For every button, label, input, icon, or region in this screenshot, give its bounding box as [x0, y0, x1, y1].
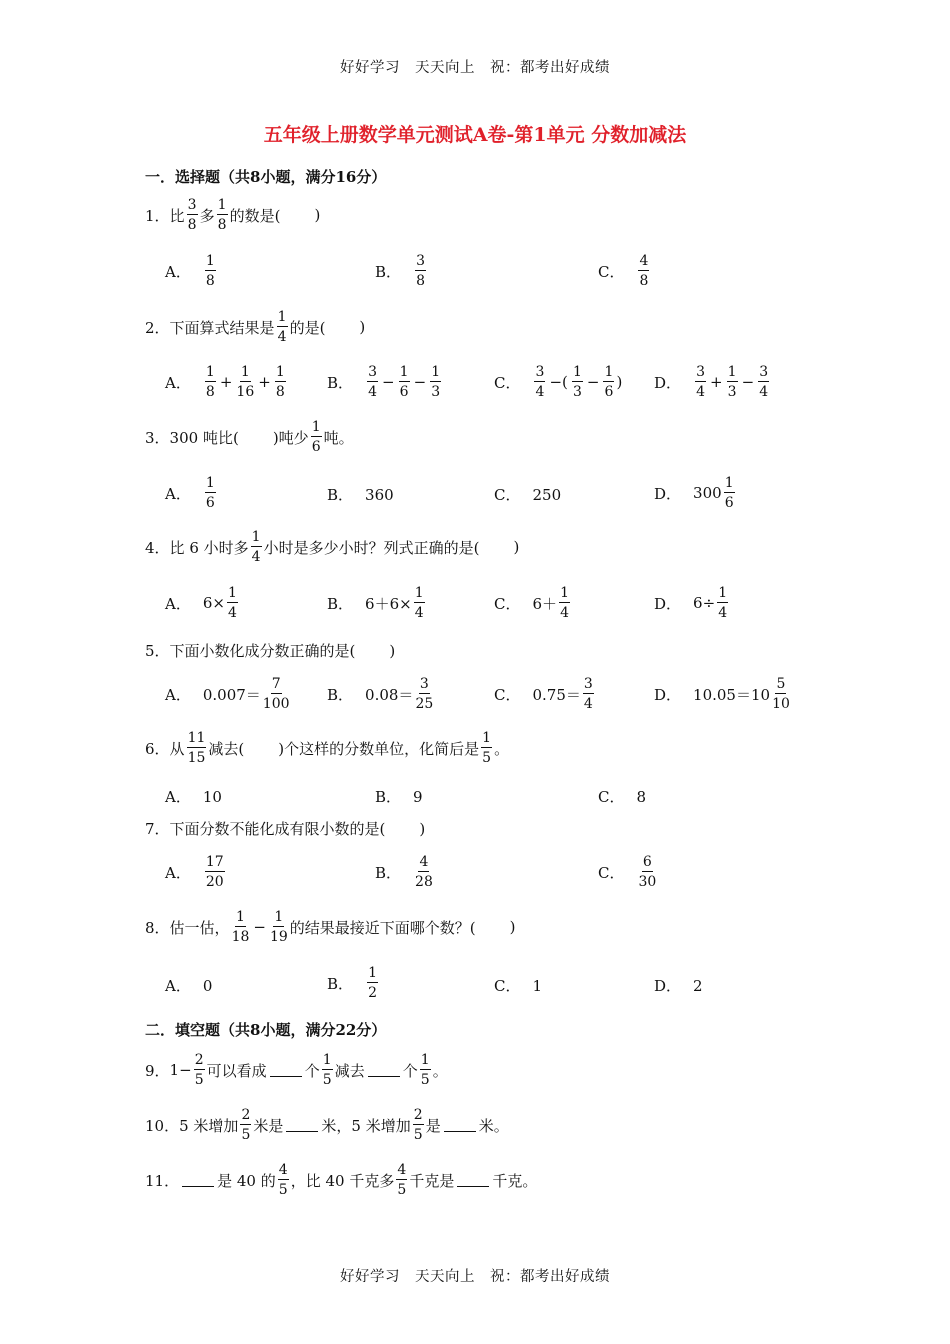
text-segment: D． — [654, 373, 682, 392]
text-segment: 1 — [532, 976, 543, 995]
text-segment: A． — [165, 594, 191, 613]
text-segment: 3 — [727, 384, 737, 400]
text-segment: 8 — [205, 273, 215, 289]
text-segment: A． — [165, 373, 191, 392]
text-segment: 5 — [420, 1072, 430, 1088]
fraction — [278, 1163, 289, 1197]
text-segment: 1 — [217, 197, 227, 213]
text-segment: 1 — [240, 364, 250, 380]
fraction — [270, 910, 288, 944]
answer-blank[interactable] — [182, 1174, 214, 1187]
text-segment: 1 — [420, 1052, 430, 1068]
text-segment: )吨少 — [272, 428, 309, 447]
text-segment: 9． — [145, 1061, 170, 1080]
text-segment: 1 — [399, 364, 409, 380]
question-3 — [145, 420, 354, 454]
q4-option-b — [327, 586, 427, 620]
text-segment: 7 — [271, 676, 281, 692]
text-segment: 3 — [419, 676, 429, 692]
q8-option-d — [654, 975, 703, 996]
fraction — [232, 910, 250, 944]
text-segment: 3 — [759, 364, 769, 380]
fraction — [559, 586, 570, 620]
text-segment: 6． — [145, 739, 170, 758]
text-segment: 6 — [399, 384, 409, 400]
text-segment: C． — [494, 977, 521, 995]
text-segment: 的结果最接近下面哪个数？( — [289, 918, 476, 937]
text-segment: 8 — [416, 273, 425, 289]
text-segment: C． — [494, 373, 521, 392]
fraction — [603, 365, 614, 399]
fraction — [251, 530, 262, 564]
text-segment: 16 — [236, 384, 255, 400]
text-segment: B． — [327, 685, 354, 704]
q7-option-b — [375, 855, 435, 889]
question-7 — [145, 818, 425, 839]
text-segment: A． — [165, 863, 191, 882]
text-segment: 5 — [482, 750, 492, 766]
fraction — [205, 365, 216, 399]
text-segment: 1 — [311, 419, 321, 435]
text-segment: ) — [509, 918, 516, 936]
text-segment: 个 — [402, 1061, 418, 1080]
question-10 — [145, 1108, 509, 1142]
fraction — [772, 677, 790, 711]
section-heading-choice: 一．选择题（共8小题，满分16分） — [145, 168, 387, 186]
text-segment: 1 — [322, 1052, 332, 1068]
q6-option-a — [165, 786, 222, 807]
text-segment: 2 — [413, 1107, 423, 1123]
fraction — [724, 476, 735, 510]
text-segment: 1− — [169, 1061, 192, 1079]
fraction — [727, 365, 738, 399]
text-segment: 250 — [532, 485, 562, 504]
text-segment: 11． — [145, 1171, 180, 1190]
fraction — [414, 586, 425, 620]
text-segment: 1 — [205, 364, 215, 380]
text-segment: 4 — [397, 1162, 407, 1178]
text-segment: ) — [419, 819, 426, 838]
q5-option-c — [494, 677, 596, 711]
text-segment: 2． — [145, 318, 170, 337]
fraction — [187, 731, 207, 765]
text-segment: 4 — [419, 854, 429, 870]
text-segment: 19 — [269, 929, 288, 945]
text-segment: 1 — [572, 364, 582, 380]
q3-option-a — [165, 476, 218, 510]
text-segment: 的是( — [289, 318, 326, 337]
text-segment: B． — [327, 974, 354, 993]
text-segment: 1 — [205, 253, 215, 269]
text-segment: B． — [375, 788, 402, 806]
text-segment: B． — [327, 594, 354, 613]
q3-option-c — [494, 484, 561, 505]
text-segment: 比 — [169, 206, 185, 225]
fraction — [217, 198, 228, 232]
text-segment: 300 — [693, 484, 722, 502]
q8-option-a — [165, 975, 212, 996]
fraction — [187, 198, 198, 232]
text-segment: 10.05＝10 — [693, 685, 771, 704]
text-segment: A． — [165, 788, 191, 806]
question-9 — [145, 1053, 448, 1087]
q4-option-d — [654, 586, 730, 620]
text-segment: 4 — [696, 384, 705, 400]
q1-option-b — [375, 254, 428, 288]
fraction — [415, 677, 433, 711]
text-segment: B． — [327, 486, 354, 504]
text-segment: 4 — [414, 605, 424, 621]
text-segment: D． — [654, 484, 682, 503]
fraction — [430, 365, 441, 399]
text-segment: 米。 — [478, 1116, 509, 1135]
text-segment: 5 — [397, 1182, 407, 1198]
text-segment: 18 — [231, 929, 250, 945]
text-segment: 下面分数不能化成有限小数的是( — [169, 820, 386, 838]
fraction — [717, 586, 728, 620]
text-segment: 1 — [482, 730, 492, 746]
fraction — [367, 365, 378, 399]
text-segment: C． — [598, 863, 625, 882]
text-segment: 15 — [187, 750, 206, 766]
text-segment: ) — [314, 206, 321, 224]
text-segment: ，比 40 千克多 — [290, 1171, 395, 1190]
text-segment: 4 — [277, 329, 287, 345]
text-segment: 0.75＝ — [532, 685, 581, 704]
text-segment: 1 — [236, 909, 245, 925]
fraction — [311, 420, 322, 454]
text-segment: 3． — [145, 428, 170, 447]
text-segment: 3 — [583, 676, 593, 692]
text-segment: 1 — [368, 965, 377, 981]
fraction — [758, 365, 769, 399]
text-segment: 6 — [724, 495, 734, 511]
text-segment: 。 — [494, 739, 510, 758]
text-segment: 30 — [638, 874, 657, 890]
fraction — [638, 254, 649, 288]
text-segment: 5 米增加 — [179, 1116, 239, 1135]
answer-blank[interactable] — [457, 1174, 489, 1187]
text-segment: 5 — [241, 1127, 251, 1143]
text-segment: D． — [654, 594, 682, 613]
text-segment: 2 — [693, 976, 703, 995]
text-segment: 4 — [718, 605, 728, 621]
text-segment: 6 — [311, 439, 321, 455]
fraction — [240, 1108, 251, 1142]
text-segment: 9 — [413, 787, 423, 806]
text-segment: 8 — [205, 384, 215, 400]
text-segment: − — [413, 373, 427, 391]
text-segment: 米是 — [253, 1116, 284, 1135]
text-segment: 1 — [727, 364, 737, 380]
q7-option-a — [165, 855, 227, 889]
answer-blank[interactable] — [286, 1119, 318, 1132]
text-segment: ) — [359, 318, 366, 336]
text-segment: C． — [598, 788, 625, 806]
text-segment: 1 — [560, 585, 569, 601]
fraction — [322, 1053, 333, 1087]
q1-option-c — [598, 254, 651, 288]
fraction — [205, 476, 216, 510]
text-segment: 2 — [194, 1052, 204, 1068]
text-segment: 7． — [145, 820, 170, 838]
text-segment: 11 — [187, 730, 206, 746]
fraction — [236, 365, 254, 399]
question-1 — [145, 198, 320, 232]
text-segment: C． — [598, 262, 625, 281]
text-segment: 8 — [187, 217, 197, 233]
text-segment: 8． — [145, 918, 170, 937]
text-segment: 5 — [322, 1072, 332, 1088]
text-segment: ) — [389, 641, 396, 660]
q6-option-c — [598, 786, 646, 807]
question-6 — [145, 731, 509, 765]
q5-option-d — [654, 677, 792, 711]
q7-option-c — [598, 855, 658, 889]
text-segment: 1 — [277, 309, 287, 325]
text-segment: 从 — [169, 739, 185, 758]
text-segment: 20 — [205, 874, 224, 890]
text-segment: 8 — [275, 384, 285, 400]
text-segment: −( — [549, 373, 568, 391]
text-segment: 减去( — [208, 739, 245, 758]
text-segment: 4 — [228, 605, 237, 621]
text-segment: + — [219, 373, 233, 391]
text-segment: − — [382, 373, 395, 391]
text-segment: 个 — [304, 1061, 320, 1080]
text-segment: 5 — [278, 1182, 288, 1198]
text-segment: 1 — [228, 585, 237, 601]
text-segment: 2 — [368, 985, 377, 1001]
text-segment: 吨。 — [323, 428, 354, 447]
q2-option-b — [327, 365, 443, 399]
text-segment: 8 — [636, 787, 647, 806]
text-segment: 4． — [145, 538, 170, 557]
fraction — [415, 855, 433, 889]
text-segment: + — [258, 373, 271, 391]
text-segment: 1 — [604, 364, 614, 380]
fraction — [413, 1108, 424, 1142]
fraction — [638, 855, 656, 889]
text-segment: 3 — [696, 364, 705, 380]
text-segment: C． — [494, 486, 521, 504]
text-segment: B． — [375, 863, 402, 882]
text-segment: A． — [165, 685, 191, 704]
text-segment: 8 — [217, 217, 227, 233]
text-segment: 3 — [416, 253, 425, 269]
text-segment: 3 — [368, 364, 377, 380]
text-segment: B． — [327, 373, 354, 392]
text-segment: − — [586, 373, 600, 391]
q8-option-c — [494, 975, 542, 996]
q5-option-b — [327, 677, 435, 711]
text-segment: 4 — [368, 384, 377, 400]
fraction — [367, 966, 378, 1000]
text-segment: 是 40 的 — [217, 1171, 276, 1190]
section-heading-fill: 二．填空题（共8小题，满分22分） — [145, 1021, 387, 1039]
fraction — [695, 365, 706, 399]
text-segment: 1 — [431, 364, 441, 380]
text-segment: 6 — [604, 384, 614, 400]
fraction — [205, 254, 216, 288]
text-segment: 4 — [251, 549, 261, 565]
q3-option-d — [654, 476, 737, 510]
text-segment: 是 — [425, 1116, 441, 1135]
text-segment: 2 — [241, 1107, 251, 1123]
text-segment: 4 — [560, 605, 569, 621]
text-segment: 10 — [772, 696, 790, 712]
page-header: 好好学习 天天向上 祝：都考出好成绩 — [340, 60, 610, 76]
fraction — [583, 677, 594, 711]
text-segment: 3 — [572, 384, 582, 400]
q2-option-d — [654, 365, 771, 399]
text-segment: 10． — [145, 1116, 180, 1135]
text-segment: A． — [165, 262, 191, 281]
text-segment: )个这样的分数单位，化简后是 — [278, 739, 480, 758]
fraction — [415, 254, 426, 288]
question-4 — [145, 530, 519, 564]
text-segment: 4 — [759, 384, 769, 400]
text-segment: 可以看成 — [206, 1061, 267, 1080]
page-title: 五年级上册数学单元测试A卷-第1单元 分数加减法 — [263, 124, 687, 146]
text-segment: A． — [165, 484, 191, 503]
page-footer: 好好学习 天天向上 祝：都考出好成绩 — [340, 1269, 610, 1285]
text-segment: 100 — [262, 696, 290, 712]
text-segment: D． — [654, 685, 682, 704]
text-segment: 6 — [642, 854, 652, 870]
text-segment: 6＋6× — [365, 594, 412, 613]
text-segment: 3 — [187, 197, 197, 213]
text-segment: 360 — [365, 485, 394, 504]
text-segment: 千克。 — [492, 1171, 538, 1190]
fraction — [572, 365, 583, 399]
text-segment: 10 — [202, 787, 222, 806]
text-segment: − — [741, 373, 755, 391]
q8-option-b — [327, 966, 380, 1000]
q1-option-a — [165, 254, 218, 288]
fraction — [396, 1163, 407, 1197]
fraction — [420, 1053, 431, 1087]
q3-option-b — [327, 484, 394, 505]
answer-blank[interactable] — [270, 1064, 302, 1077]
text-segment: 1 — [275, 364, 285, 380]
text-segment: 5 — [776, 676, 786, 692]
text-segment: 多 — [199, 206, 215, 225]
text-segment: C． — [494, 685, 521, 704]
text-segment: 6× — [202, 594, 225, 612]
text-segment: 1 — [205, 475, 215, 491]
text-segment: 5． — [145, 642, 170, 660]
text-segment: 5 — [194, 1072, 204, 1088]
text-segment: 0.08＝ — [365, 685, 414, 704]
text-segment: ) — [513, 538, 520, 556]
fraction — [534, 365, 545, 399]
q6-option-b — [375, 786, 423, 807]
fraction — [263, 677, 290, 711]
q4-option-c — [494, 586, 572, 620]
text-segment: 3 — [535, 364, 545, 380]
text-segment: 0.007＝ — [202, 685, 261, 704]
text-segment: 1． — [145, 206, 170, 225]
fraction — [275, 365, 286, 399]
text-segment: 4 — [583, 696, 593, 712]
text-segment: 6 — [205, 495, 215, 511]
fraction — [205, 855, 225, 889]
question-11 — [145, 1163, 537, 1197]
q2-option-c — [494, 365, 622, 399]
fraction — [194, 1053, 205, 1087]
text-segment: D． — [654, 977, 682, 995]
text-segment: 6＋ — [532, 594, 558, 613]
text-segment: 米，5 米增加 — [321, 1116, 411, 1135]
text-segment: + — [710, 373, 723, 391]
answer-blank[interactable] — [444, 1119, 476, 1132]
fraction — [227, 586, 238, 620]
text-segment: A． — [165, 977, 191, 995]
text-segment: 5 — [413, 1127, 423, 1143]
text-segment: 1 — [718, 585, 728, 601]
fraction — [481, 731, 492, 765]
text-segment: ) — [616, 373, 623, 391]
text-segment: C． — [494, 594, 521, 613]
q4-option-a — [165, 586, 240, 620]
text-segment: 比 6 小时多 — [169, 538, 249, 557]
text-segment: 4 — [535, 384, 545, 400]
text-segment: 4 — [278, 1162, 288, 1178]
question-5 — [145, 640, 395, 661]
text-segment: − — [253, 918, 266, 936]
question-2 — [145, 310, 365, 344]
text-segment: 下面小数化成分数正确的是( — [169, 642, 356, 660]
fraction — [277, 310, 288, 344]
text-segment: 1 — [414, 585, 424, 601]
text-segment: 1 — [251, 529, 261, 545]
text-segment: 下面算式结果是 — [169, 318, 275, 337]
text-segment: 的数是( — [229, 206, 281, 225]
text-segment: 300 吨比( — [169, 428, 239, 447]
text-segment: 估一估， — [169, 918, 230, 937]
text-segment: 28 — [415, 874, 433, 890]
text-segment: 8 — [639, 273, 649, 289]
text-segment: B． — [375, 262, 402, 281]
question-8 — [145, 910, 516, 944]
text-segment: 千克是 — [409, 1171, 455, 1190]
text-segment: 小时是多少小时？列式正确的是( — [263, 538, 480, 557]
answer-blank[interactable] — [368, 1064, 400, 1077]
q5-option-a — [165, 677, 292, 711]
text-segment: 。 — [432, 1061, 448, 1080]
text-segment: 25 — [415, 696, 434, 712]
text-segment: 减去 — [334, 1061, 365, 1080]
text-segment: 17 — [205, 854, 224, 870]
text-segment: 0 — [202, 976, 213, 995]
text-segment: 1 — [274, 909, 284, 925]
text-segment: 1 — [724, 475, 734, 491]
text-segment: 3 — [431, 384, 441, 400]
fraction — [399, 365, 410, 399]
q2-option-a — [165, 365, 288, 399]
text-segment: 6÷ — [693, 594, 716, 612]
text-segment: 4 — [639, 253, 649, 269]
